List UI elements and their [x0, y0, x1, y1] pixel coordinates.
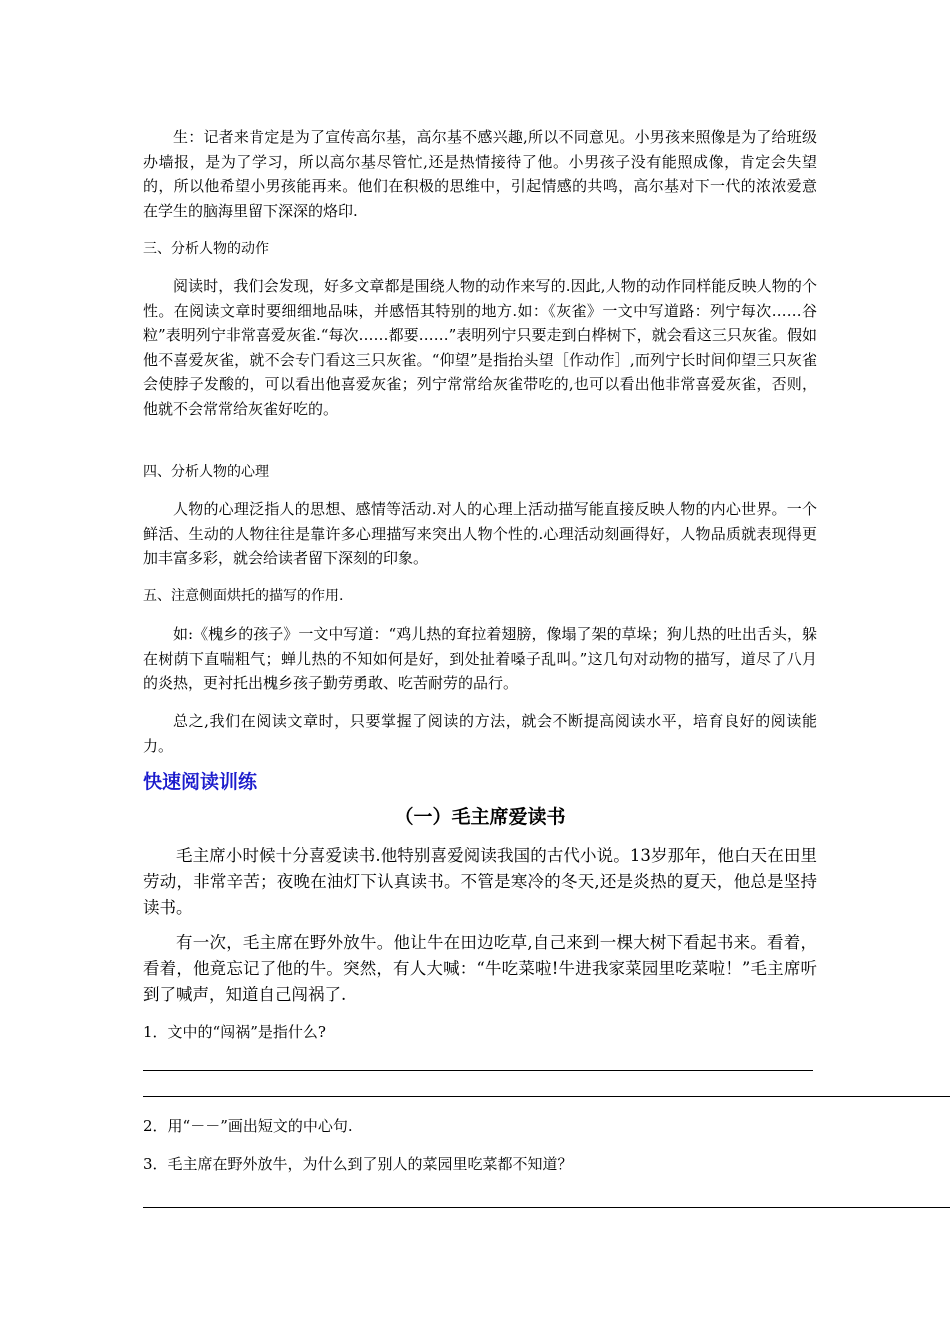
answer-line-1b[interactable]	[143, 1096, 950, 1097]
heading-character-actions: 三、分析人物的动作	[143, 241, 269, 257]
paragraph-summary: 总之,我们在阅读文章时，只要掌握了阅读的方法，就会不断提高阅读水平，培育良好的阅读能力。	[143, 712, 817, 755]
paragraph-character-actions: 阅读时，我们会发现，好多文章都是围绕人物的动作来写的.因此,人物的动作同样能反映人物的个性。在阅读文章时要细细地品味，并感悟其特别的地方.如：《灰雀》一文中写道路：列宁每次……谷粒”表明列宁非常喜爱灰雀.“每次……都要……”表明列宁只要走到白桦树下，就会看这三只灰雀。假如他不喜爱灰雀，就不会专门看这三只灰雀。“仰望”是指抬头望［作动作］,而列宁长时间仰望三只灰雀会使脖子发酸的，可以看出他喜爱灰雀；列宁常常给灰雀带吃的,也可以看出他非常喜爱灰雀，否则，他就不会常常给灰雀好吃的。	[143, 277, 817, 418]
paragraph-side-description: 如:《槐乡的孩子》一文中写道：“鸡儿热的耷拉着翅膀，像塌了架的草垛；狗儿热的吐出舌头，躲在树荫下直喘粗气；蝉儿热的不知如何是好，到处扯着嗓子乱叫。”这几句对动物的描写，道尽了八月的炎热，更衬托出槐乡孩子勤劳勇敢、吃苦耐劳的品行。	[143, 625, 817, 692]
question-3: 3．毛主席在野外放牛，为什么到了别人的菜园里吃菜都不知道？	[143, 1155, 573, 1173]
heading-side-description: 五、注意侧面烘托的描写的作用.	[143, 588, 344, 604]
story-paragraph-2: 有一次，毛主席在野外放牛。他让牛在田边吃草,自己来到一棵大树下看起书来。看着，看着，他竟忘记了他的牛。突然，有人大喊：“牛吃菜啦!牛进我家菜园里吃菜啦！”毛主席听到了喊声，知道自己闯祸了.	[143, 933, 817, 1004]
question-2: 2．用“－－”画出短文的中心句.	[143, 1117, 353, 1135]
section-title: 快速阅读训练	[143, 771, 258, 793]
story-paragraph-1: 毛主席小时候十分喜爱读书.他特别喜爱阅读我国的古代小说。13岁那年，他白天在田里劳动，非常辛苦；夜晚在油灯下认真读书。不管是寒冷的冬天,还是炎热的夏天，他总是坚持读书。	[143, 846, 817, 917]
answer-line-3[interactable]	[143, 1207, 950, 1208]
heading-character-psychology: 四、分析人物的心理	[143, 464, 269, 480]
paragraph-character-psychology: 人物的心理泛指人的思想、感情等活动.对人的心理上活动描写能直接反映人物的内心世界。一个鲜活、生动的人物往往是靠许多心理描写来突出人物个性的.心理活动刻画得好，人物品质就表现得更加丰富多彩，就会给读者留下深刻的印象。	[143, 500, 817, 567]
paragraph-teacher-analysis: 生：记者来肯定是为了宣传高尔基，高尔基不感兴趣,所以不同意见。小男孩来照像是为了给班级办墙报，是为了学习，所以高尔基尽管忙,还是热情接待了他。小男孩子没有能照成像，肯定会失望的，所以他希望小男孩能再来。他们在积极的思维中，引起情感的共鸣，高尔基对下一代的浓浓爱意在学生的脑海里留下深深的烙印.	[143, 128, 817, 220]
answer-line-1a[interactable]	[143, 1070, 813, 1071]
question-1: 1．文中的“闯祸”是指什么?	[143, 1023, 326, 1041]
story-title: （一）毛主席爱读书	[394, 806, 566, 828]
